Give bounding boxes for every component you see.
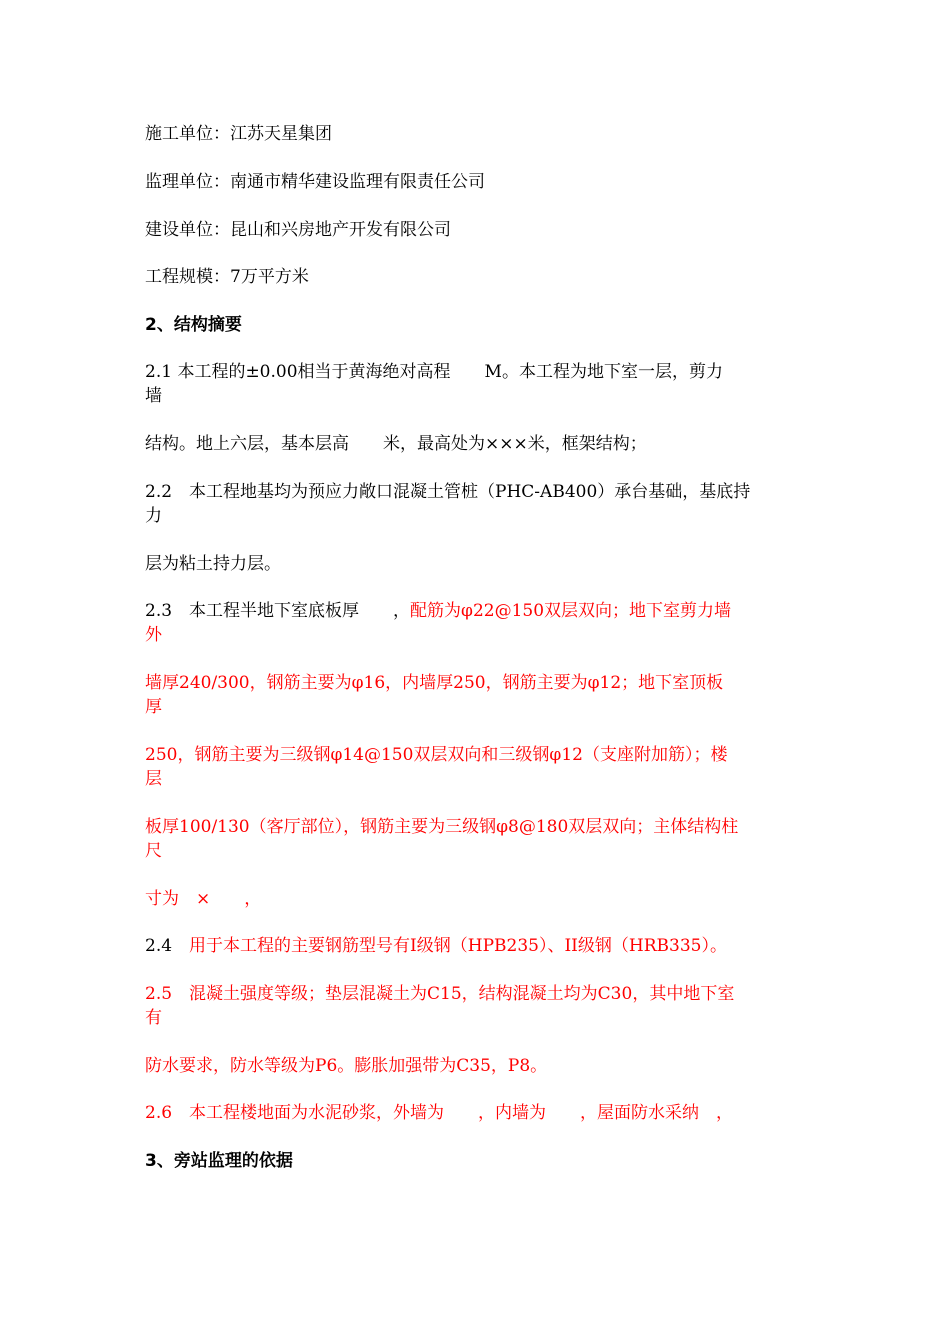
paragraph-2-5-line-2: 防水要求，防水等级为P6。膨胀加强带为C35，P8。 (145, 1056, 548, 1076)
supervision-unit-line: 监理单位：南通市精华建设监理有限责任公司 (145, 172, 485, 192)
paragraph-2-1-line-1: 2.1 本工程的±0.00相当于黄海绝对高程 M。本工程为地下室一层，剪力 (145, 362, 723, 382)
paragraph-2-4-line (145, 934, 815, 958)
paragraph-2-4-number: 2.4 (145, 936, 173, 956)
section-3-heading: 3、旁站监理的依据 (145, 1151, 293, 1171)
paragraph-2-3-line-1 (145, 599, 815, 623)
project-scale-line: 工程规模：7万平方米 (145, 267, 309, 287)
paragraph-2-3-line-5: 寸为 × ， (145, 889, 262, 909)
paragraph-2-2-line-1-tail: 力 (145, 506, 162, 526)
owner-unit-line: 建设单位：昆山和兴房地产开发有限公司 (145, 220, 451, 240)
paragraph-2-6-line-1: 2.6 本工程楼地面为水泥砂浆，外墙为 ，内墙为 ，屋面防水采纳 ， (145, 1103, 734, 1123)
paragraph-2-4-text: 用于本工程的主要钢筋型号有I级钢（HPB235）、II级钢（HRB335）。 (172, 936, 727, 956)
paragraph-2-3-line-2: 墙厚240/300，钢筋主要为φ16，内墙厚250，钢筋主要为φ12；地下室顶板 (145, 673, 724, 693)
paragraph-2-2-line-1: 2.2 本工程地基均为预应力敞口混凝土管桩（PHC-AB400）承台基础，基底持 (145, 482, 751, 502)
paragraph-2-3-line-1-tail: 外 (145, 625, 162, 645)
paragraph-2-5-line-1: 2.5 混凝土强度等级；垫层混凝土为C15，结构混凝土均为C30，其中地下室 (145, 984, 735, 1004)
paragraph-2-1-line-1-tail: 墙 (145, 386, 162, 406)
paragraph-2-3-line-4-tail: 尺 (145, 841, 162, 861)
paragraph-2-3-line-3-tail: 层 (145, 769, 162, 789)
paragraph-2-3-line-1-red: 配筋为φ22@150双层双向；地下室剪力墙 (410, 601, 732, 621)
paragraph-2-3-line-4: 板厚100/130（客厅部位），钢筋主要为三级钢φ8@180双层双向；主体结构柱 (145, 817, 739, 837)
section-2-heading: 2、结构摘要 (145, 315, 242, 335)
paragraph-2-2-line-2: 层为粘土持力层。 (145, 554, 281, 574)
paragraph-2-5-line-1-tail: 有 (145, 1008, 162, 1028)
paragraph-2-1-line-2: 结构。地上六层，基本层高 米，最高处为×××米，框架结构； (145, 434, 647, 454)
paragraph-2-3-line-2-tail: 厚 (145, 697, 162, 717)
paragraph-2-3-line-3: 250，钢筋主要为三级钢φ14@150双层双向和三级钢φ12（支座附加筋）；楼 (145, 745, 728, 765)
paragraph-2-3-line-1-black: 2.3 本工程半地下室底板厚 ， (145, 601, 411, 621)
construction-unit-line: 施工单位：江苏天星集团 (145, 124, 332, 144)
